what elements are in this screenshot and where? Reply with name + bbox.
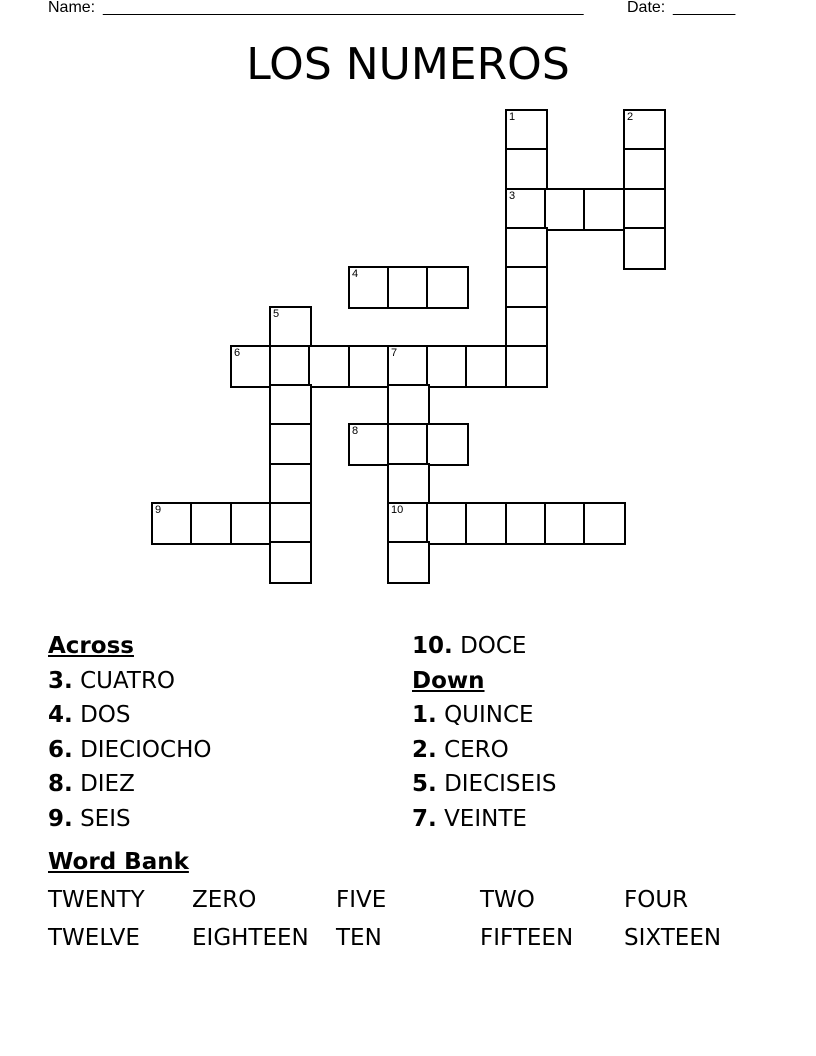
clue-across-6	[48, 733, 212, 768]
clue-text: SEIS	[80, 805, 131, 832]
crossword-cell	[505, 148, 548, 191]
clues-left-column	[48, 629, 212, 836]
crossword-cell	[426, 423, 469, 466]
word-bank-item: EIGHTEEN	[192, 925, 309, 951]
crossword-cell	[190, 502, 233, 545]
cell-number: 2	[627, 111, 634, 123]
word-bank-heading: Word Bank	[48, 849, 189, 875]
crossword-cell	[269, 541, 312, 584]
name-line: ______________________________________________________	[103, 0, 584, 16]
cell-number: 6	[234, 347, 241, 359]
crossword-cell	[230, 345, 273, 388]
word-bank-item: ZERO	[192, 887, 257, 913]
clue-number: 9.	[48, 805, 73, 832]
clue-number: 3.	[48, 667, 73, 694]
clue-number: 10.	[412, 633, 453, 659]
cell-number: 5	[273, 308, 280, 320]
clue-down-7	[412, 802, 556, 837]
crossword-cell	[505, 188, 548, 231]
cell-number: 4	[352, 268, 359, 280]
clue-text: DIEZ	[80, 771, 135, 797]
crossword-cell	[505, 109, 548, 152]
clue-text: DOCE	[460, 633, 527, 659]
crossword-cell	[348, 345, 391, 388]
word-bank-item: TWELVE	[48, 925, 140, 951]
crossword-cell	[308, 345, 351, 388]
crossword-cell	[387, 541, 430, 584]
crossword-cell	[387, 463, 430, 506]
clue-across-9	[48, 802, 212, 837]
word-bank-item: TEN	[336, 925, 382, 951]
crossword-cell	[348, 266, 391, 309]
clues-right-column	[412, 629, 556, 836]
clue-number: 2.	[412, 736, 437, 763]
crossword-cell	[387, 502, 430, 545]
clue-number: 1.	[412, 702, 437, 728]
down-heading: Down	[412, 667, 485, 694]
cell-number: 1	[509, 111, 516, 123]
clue-text: VEINTE	[444, 805, 527, 832]
crossword-cell	[151, 502, 194, 545]
clue-number: 8.	[48, 771, 73, 797]
clue-across-8	[48, 767, 212, 802]
word-bank-item: TWENTY	[48, 887, 145, 913]
crossword-cell	[269, 463, 312, 506]
word-bank-item: FIVE	[336, 887, 387, 913]
cell-number: 9	[155, 504, 162, 516]
clue-text: CERO	[444, 736, 509, 763]
clue-text: DOS	[80, 702, 131, 728]
crossword-cell	[505, 345, 548, 388]
clue-text: QUINCE	[444, 702, 534, 728]
cell-number: 8	[352, 425, 359, 437]
clue-down-2	[412, 733, 556, 768]
word-bank-item: FOUR	[624, 887, 689, 913]
crossword-cell	[387, 345, 430, 388]
crossword-cell	[465, 502, 508, 545]
word-bank-item: TWO	[480, 887, 535, 913]
clue-number: 4.	[48, 702, 73, 728]
clue-down-5	[412, 767, 556, 802]
clue-number: 6.	[48, 736, 73, 763]
clue-number: 5.	[412, 771, 437, 797]
clue-text: CUATRO	[80, 667, 176, 694]
crossword-cell	[230, 502, 273, 545]
crossword-cell	[505, 502, 548, 545]
crossword-cell	[426, 266, 469, 309]
crossword-cell	[623, 109, 666, 152]
clue-across-10	[412, 629, 556, 664]
cell-number: 7	[391, 347, 398, 359]
page-title: LOS NUMEROS	[246, 39, 570, 90]
crossword-cell	[623, 188, 666, 231]
crossword-cell	[348, 423, 391, 466]
cell-number: 10	[391, 504, 404, 516]
clue-text: DIECISEIS	[444, 771, 557, 797]
clue-text: DIECIOCHO	[80, 736, 212, 763]
word-bank-item: SIXTEEN	[624, 925, 722, 951]
cell-number: 3	[509, 190, 516, 202]
word-bank-item: FIFTEEN	[480, 925, 574, 951]
crossword-cell	[544, 188, 587, 231]
crossword-cell	[269, 384, 312, 427]
crossword-cell	[505, 266, 548, 309]
crossword-cell	[465, 345, 508, 388]
date-line: _______	[673, 0, 736, 16]
across-heading: Across	[48, 633, 134, 659]
crossword-cell	[623, 148, 666, 191]
clue-number: 7.	[412, 805, 437, 832]
crossword-cell	[583, 188, 626, 231]
clue-across-4	[48, 698, 212, 733]
date-label: Date:	[627, 0, 666, 16]
crossword-cell	[387, 266, 430, 309]
crossword-cell	[583, 502, 626, 545]
crossword-cell	[269, 306, 312, 349]
clue-across-3	[48, 664, 212, 699]
crossword-cell	[269, 345, 312, 388]
crossword-cell	[544, 502, 587, 545]
crossword-cell	[426, 345, 469, 388]
clue-down-1	[412, 698, 556, 733]
crossword-cell	[505, 227, 548, 270]
crossword-cell	[426, 502, 469, 545]
crossword-cell	[387, 423, 430, 466]
name-label: Name:	[48, 0, 96, 16]
crossword-cell	[623, 227, 666, 270]
crossword-cell	[269, 423, 312, 466]
crossword-cell	[269, 502, 312, 545]
crossword-cell	[387, 384, 430, 427]
crossword-cell	[505, 306, 548, 349]
